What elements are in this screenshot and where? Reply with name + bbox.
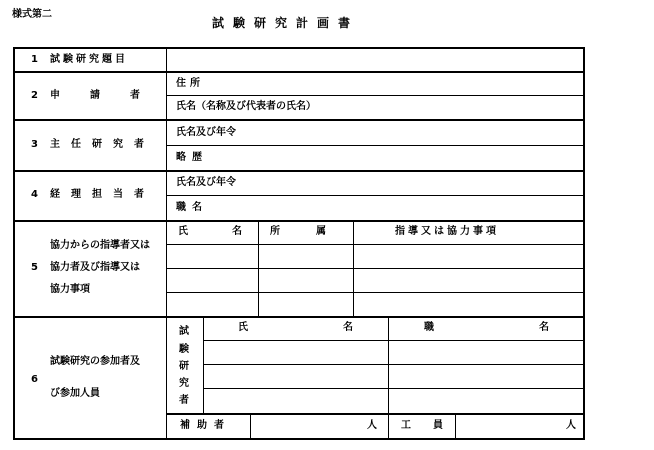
column-header-guidance: 指導又は協力事項 bbox=[395, 226, 499, 237]
document-title: 試験研究計画書 bbox=[212, 16, 360, 30]
section-number: 3 bbox=[31, 139, 38, 150]
form-id: 様式第二 bbox=[12, 9, 52, 20]
column-header-position: 職名 bbox=[424, 322, 654, 333]
sec6-row-line-1 bbox=[203, 364, 584, 365]
section-label-line-1: 協力からの指導者又は bbox=[50, 240, 150, 251]
section-number: 5 bbox=[31, 262, 38, 273]
sec6-assistant-label-divider bbox=[250, 413, 251, 439]
section-number: 6 bbox=[31, 374, 38, 385]
section-label bbox=[50, 54, 154, 66]
section-label-line-1: 試験研究の参加者及 bbox=[50, 356, 140, 367]
section-label: 経理担当者 bbox=[50, 189, 155, 200]
line-section-2 bbox=[166, 95, 584, 96]
section-label: 申請者 bbox=[50, 90, 170, 101]
sec6-row-line-2 bbox=[203, 388, 584, 389]
researcher-char: 者 bbox=[179, 395, 189, 406]
label-column-divider bbox=[166, 47, 167, 439]
sec6-researcher-bottom bbox=[166, 413, 584, 415]
worker-label: 工員 bbox=[401, 420, 465, 431]
separator-1-2 bbox=[13, 71, 585, 73]
table-border-top bbox=[13, 47, 585, 49]
assistant-label: 補助者 bbox=[180, 420, 231, 431]
name-age-label: 氏名及び年令 bbox=[176, 127, 236, 138]
separator-2-3 bbox=[13, 119, 585, 121]
line-section-4 bbox=[166, 195, 584, 196]
address-label: 住所 bbox=[176, 78, 204, 89]
section-label-text: 試験研究題目 bbox=[50, 54, 128, 65]
researcher-char: 試 bbox=[179, 326, 189, 337]
table-border-bottom bbox=[13, 438, 585, 440]
career-label: 略歴 bbox=[176, 152, 208, 163]
worker-unit: 人 bbox=[566, 420, 576, 431]
applicant-name-label: 氏名（名称及び代表者の氏名） bbox=[176, 101, 316, 112]
assistant-unit: 人 bbox=[367, 420, 377, 431]
position-label: 職名 bbox=[176, 202, 208, 213]
table-border-right bbox=[583, 47, 585, 439]
section-number: 1 bbox=[31, 54, 38, 65]
section-label-line-2: 協力者及び指導又は bbox=[50, 262, 140, 273]
section-label-line-3: 協力事項 bbox=[50, 284, 90, 295]
sec5-row-line-2 bbox=[166, 292, 584, 293]
sec6-header-line bbox=[203, 340, 584, 341]
section-number: 4 bbox=[31, 189, 38, 200]
column-header-name: 氏名 bbox=[178, 226, 286, 237]
sec5-header-line bbox=[166, 244, 584, 245]
separator-4-5 bbox=[13, 220, 585, 222]
sec6-col-divider bbox=[388, 316, 389, 439]
separator-3-4 bbox=[13, 170, 585, 172]
researcher-char: 研 bbox=[179, 361, 189, 372]
researcher-char: 験 bbox=[179, 344, 189, 355]
column-header-affiliation: 所属 bbox=[270, 226, 362, 237]
sec5-row-line-1 bbox=[166, 268, 584, 269]
section-number: 2 bbox=[31, 90, 38, 101]
name-age-label: 氏名及び年令 bbox=[176, 177, 236, 188]
table-border-left bbox=[13, 47, 15, 439]
separator-5-6 bbox=[13, 316, 585, 318]
line-section-3 bbox=[166, 145, 584, 146]
section-label-line-2: び参加人員 bbox=[50, 388, 100, 399]
researcher-char: 究 bbox=[179, 378, 189, 389]
column-header-name: 氏名 bbox=[238, 322, 448, 333]
section-label: 主任研究者 bbox=[50, 139, 155, 150]
